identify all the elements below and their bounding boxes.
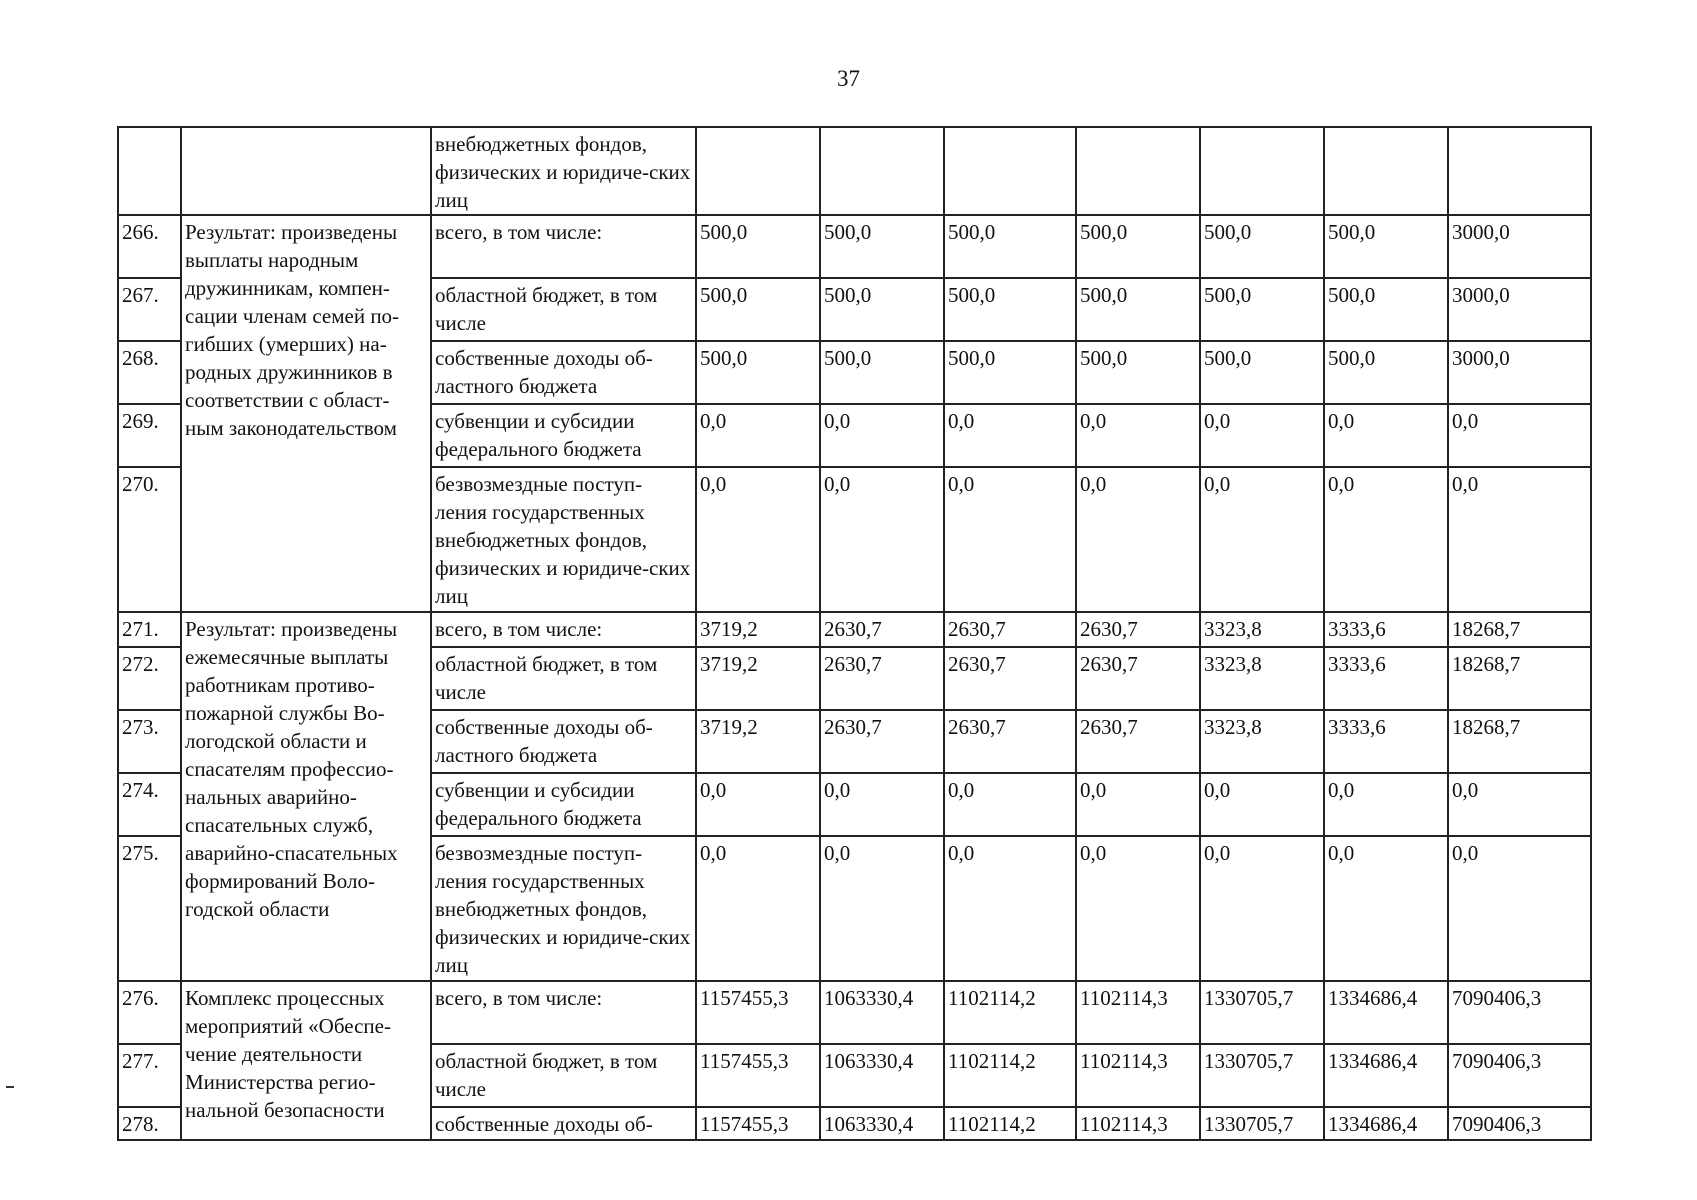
value-cell <box>1448 127 1591 215</box>
value-cell: 0,0 <box>1076 467 1200 612</box>
funding-source: субвенции и субсидии федерального бюджета <box>431 404 696 467</box>
value-cell: 0,0 <box>820 467 944 612</box>
value-cell: 0,0 <box>1324 404 1448 467</box>
value-cell: 3323,8 <box>1200 612 1324 647</box>
value-cell: 0,0 <box>1076 836 1200 981</box>
value-cell: 0,0 <box>1200 467 1324 612</box>
value-cell: 3000,0 <box>1448 341 1591 404</box>
value-cell: 1063330,4 <box>820 981 944 1044</box>
funding-source: внебюджетных фондов, физических и юридиче-ских лиц <box>431 127 696 215</box>
value-cell: 500,0 <box>696 278 820 341</box>
value-cell: 3000,0 <box>1448 215 1591 278</box>
budget-table <box>117 126 1592 1141</box>
row-number: 278. <box>118 1107 181 1140</box>
funding-source: собственные доходы об- <box>431 1107 696 1140</box>
row-number: 273. <box>118 710 181 773</box>
row-number: 277. <box>118 1044 181 1107</box>
value-cell: 1157455,3 <box>696 981 820 1044</box>
value-cell: 0,0 <box>820 404 944 467</box>
value-cell <box>696 127 820 215</box>
value-cell: 0,0 <box>820 836 944 981</box>
value-cell: 1102114,3 <box>1076 1044 1200 1107</box>
value-cell: 1063330,4 <box>820 1107 944 1140</box>
value-cell: 2630,7 <box>1076 647 1200 710</box>
funding-source: всего, в том числе: <box>431 215 696 278</box>
value-cell: 3719,2 <box>696 647 820 710</box>
funding-source: областной бюджет, в том числе <box>431 1044 696 1107</box>
funding-source: безвозмездные поступ-ления государственных внебюджетных фондов, физических и юридиче-ских лиц <box>431 467 696 612</box>
value-cell: 1102114,2 <box>944 1107 1076 1140</box>
value-cell: 3323,8 <box>1200 647 1324 710</box>
value-cell: 500,0 <box>1076 341 1200 404</box>
value-cell: 0,0 <box>1324 836 1448 981</box>
funding-source: собственные доходы об-ластного бюджета <box>431 710 696 773</box>
row-number: 272. <box>118 647 181 710</box>
value-cell: 2630,7 <box>944 647 1076 710</box>
value-cell: 0,0 <box>1200 773 1324 836</box>
value-cell: 1334686,4 <box>1324 1107 1448 1140</box>
value-cell: 2630,7 <box>944 710 1076 773</box>
row-number: 271. <box>118 612 181 647</box>
value-cell: 500,0 <box>1200 341 1324 404</box>
value-cell: 1102114,2 <box>944 981 1076 1044</box>
margin-mark <box>6 1086 14 1088</box>
funding-source: субвенции и субсидии федерального бюджета <box>431 773 696 836</box>
value-cell: 500,0 <box>820 215 944 278</box>
value-cell: 1063330,4 <box>820 1044 944 1107</box>
row-number: 267. <box>118 278 181 341</box>
funding-source: собственные доходы об-ластного бюджета <box>431 341 696 404</box>
value-cell: 1330705,7 <box>1200 981 1324 1044</box>
value-cell: 1334686,4 <box>1324 1044 1448 1107</box>
value-cell: 500,0 <box>1076 215 1200 278</box>
value-cell: 0,0 <box>696 773 820 836</box>
value-cell: 0,0 <box>696 836 820 981</box>
result-description <box>181 127 431 215</box>
value-cell: 2630,7 <box>1076 710 1200 773</box>
value-cell: 500,0 <box>696 341 820 404</box>
value-cell: 500,0 <box>1324 341 1448 404</box>
funding-source: всего, в том числе: <box>431 612 696 647</box>
value-cell: 500,0 <box>944 215 1076 278</box>
value-cell: 1157455,3 <box>696 1107 820 1140</box>
value-cell: 3719,2 <box>696 612 820 647</box>
value-cell: 500,0 <box>1200 278 1324 341</box>
funding-source: областной бюджет, в том числе <box>431 647 696 710</box>
value-cell: 3719,2 <box>696 710 820 773</box>
value-cell: 500,0 <box>1076 278 1200 341</box>
row-number: 268. <box>118 341 181 404</box>
row-number: 276. <box>118 981 181 1044</box>
value-cell: 0,0 <box>696 467 820 612</box>
funding-source: безвозмездные поступ-ления государственных внебюджетных фондов, физических и юридиче-ских лиц <box>431 836 696 981</box>
row-number: 274. <box>118 773 181 836</box>
value-cell: 0,0 <box>1448 773 1591 836</box>
result-description: Комплекс процессных мероприятий «Обеспе-чение деятельности Министерства регио-нальной безопасности <box>181 981 431 1140</box>
value-cell: 1102114,3 <box>1076 981 1200 1044</box>
value-cell: 500,0 <box>820 341 944 404</box>
value-cell <box>1200 127 1324 215</box>
row-number: 270. <box>118 467 181 612</box>
value-cell: 3333,6 <box>1324 647 1448 710</box>
value-cell: 0,0 <box>1448 467 1591 612</box>
value-cell: 500,0 <box>1324 278 1448 341</box>
value-cell: 500,0 <box>944 278 1076 341</box>
funding-source: всего, в том числе: <box>431 981 696 1044</box>
value-cell: 0,0 <box>696 404 820 467</box>
value-cell: 2630,7 <box>820 710 944 773</box>
value-cell: 0,0 <box>1200 404 1324 467</box>
table-row <box>118 215 1591 278</box>
row-number: 269. <box>118 404 181 467</box>
value-cell: 18268,7 <box>1448 612 1591 647</box>
value-cell: 1330705,7 <box>1200 1044 1324 1107</box>
value-cell <box>1076 127 1200 215</box>
value-cell: 1102114,3 <box>1076 1107 1200 1140</box>
value-cell: 7090406,3 <box>1448 1107 1591 1140</box>
result-description: Результат: произведены ежемесячные выплаты работникам противо-пожарной службы Во-логодской области и спасателям профессио-нальных аварийно-спасательных служб, аварийно-спасательных формирований Воло-годской области <box>181 612 431 981</box>
value-cell: 0,0 <box>944 773 1076 836</box>
value-cell <box>944 127 1076 215</box>
value-cell: 0,0 <box>1448 404 1591 467</box>
value-cell: 0,0 <box>944 404 1076 467</box>
value-cell: 2630,7 <box>944 612 1076 647</box>
value-cell: 0,0 <box>1448 836 1591 981</box>
funding-source: областной бюджет, в том числе <box>431 278 696 341</box>
value-cell: 7090406,3 <box>1448 981 1591 1044</box>
table-row <box>118 127 1591 215</box>
result-description: Результат: произведены выплаты народным дружинникам, компен-сации членам семей по-гибших (умерших) на-родных дружинников в соответствии с област-ным законодательством <box>181 215 431 612</box>
value-cell: 500,0 <box>696 215 820 278</box>
value-cell: 500,0 <box>1324 215 1448 278</box>
value-cell: 18268,7 <box>1448 647 1591 710</box>
value-cell: 1334686,4 <box>1324 981 1448 1044</box>
table-row <box>118 612 1591 647</box>
row-number: 266. <box>118 215 181 278</box>
table-row <box>118 981 1591 1044</box>
value-cell: 0,0 <box>1200 836 1324 981</box>
row-number: 275. <box>118 836 181 981</box>
value-cell: 2630,7 <box>820 647 944 710</box>
value-cell: 0,0 <box>820 773 944 836</box>
value-cell <box>1324 127 1448 215</box>
value-cell: 0,0 <box>1324 467 1448 612</box>
value-cell: 1157455,3 <box>696 1044 820 1107</box>
value-cell: 0,0 <box>944 836 1076 981</box>
row-number <box>118 127 181 215</box>
value-cell <box>820 127 944 215</box>
value-cell: 0,0 <box>944 467 1076 612</box>
value-cell: 2630,7 <box>820 612 944 647</box>
value-cell: 500,0 <box>944 341 1076 404</box>
value-cell: 500,0 <box>820 278 944 341</box>
value-cell: 2630,7 <box>1076 612 1200 647</box>
value-cell: 3000,0 <box>1448 278 1591 341</box>
value-cell: 3333,6 <box>1324 710 1448 773</box>
value-cell: 3333,6 <box>1324 612 1448 647</box>
value-cell: 7090406,3 <box>1448 1044 1591 1107</box>
value-cell: 0,0 <box>1076 404 1200 467</box>
value-cell: 18268,7 <box>1448 710 1591 773</box>
value-cell: 1330705,7 <box>1200 1107 1324 1140</box>
page-number: 37 <box>837 66 860 91</box>
value-cell: 1102114,2 <box>944 1044 1076 1107</box>
value-cell: 3323,8 <box>1200 710 1324 773</box>
value-cell: 0,0 <box>1076 773 1200 836</box>
value-cell: 0,0 <box>1324 773 1448 836</box>
value-cell: 500,0 <box>1200 215 1324 278</box>
